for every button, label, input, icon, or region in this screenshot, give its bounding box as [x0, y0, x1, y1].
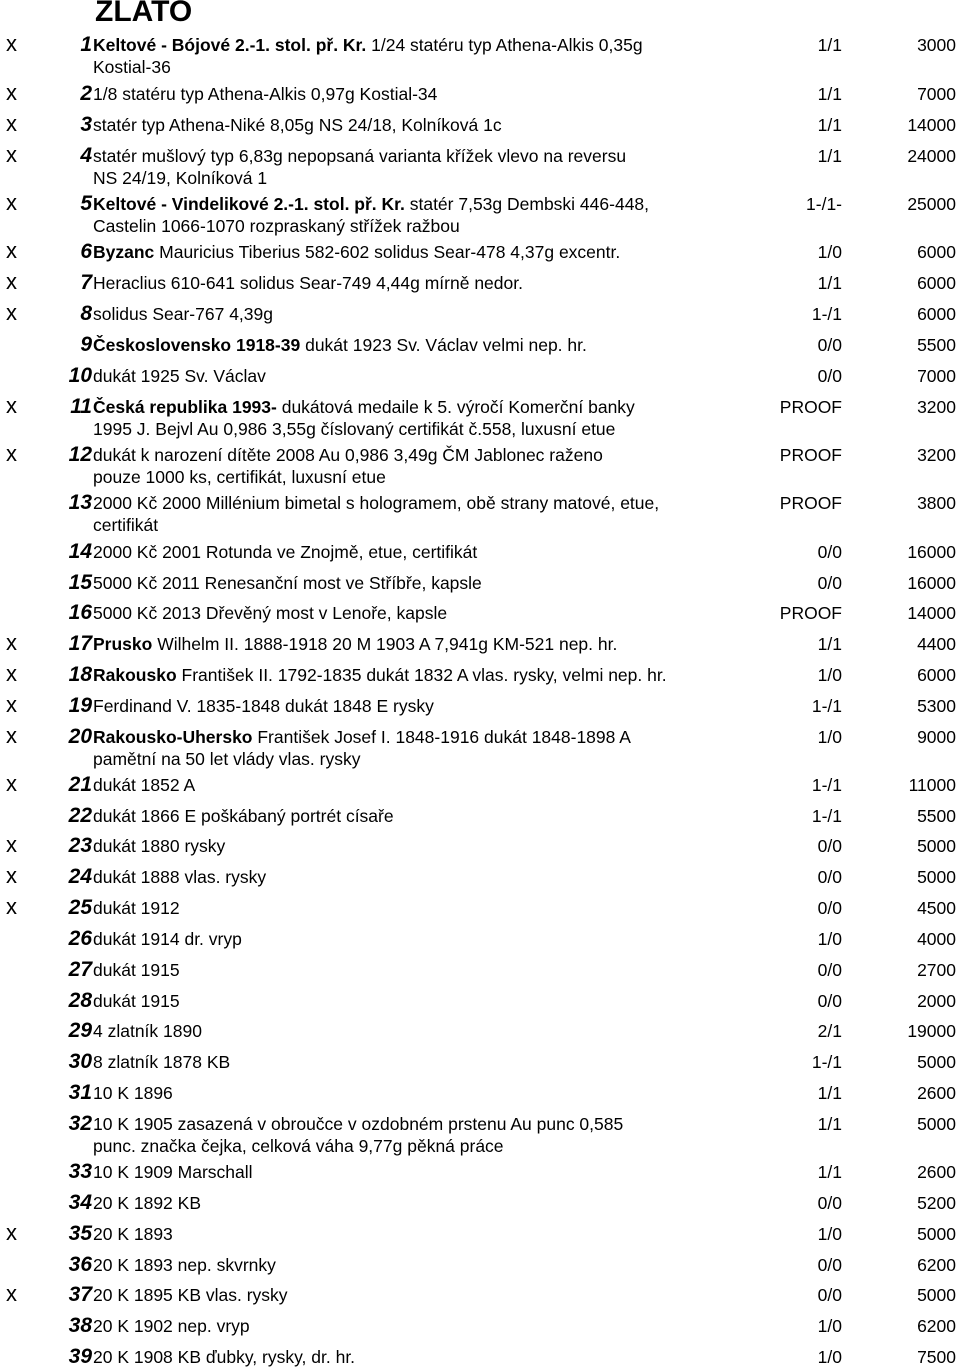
lot-description [93, 1284, 773, 1306]
lot-description [93, 334, 773, 356]
price: 3200 [917, 397, 956, 417]
lot-description [93, 492, 773, 536]
description-text: dukát 1852 A [93, 775, 196, 795]
lot-description [93, 633, 773, 655]
description-text: 20 K 1908 KB ďubky, rysky, dr. hr. [93, 1347, 356, 1367]
sold-mark: x [6, 300, 17, 325]
lot-description [93, 193, 773, 237]
lot-description [93, 1315, 773, 1337]
description-line-1 [93, 241, 773, 263]
description-text: solidus Sear-767 4,39g [93, 304, 273, 324]
description-text: dukát 1888 vlas. rysky [93, 867, 267, 887]
price: 9000 [917, 727, 956, 747]
lot-description [93, 1051, 773, 1073]
lot-number: 1 [80, 33, 92, 56]
lot-description [93, 928, 773, 950]
section-heading: Prusko [93, 634, 153, 654]
lot-description [93, 1020, 773, 1042]
price: 2600 [917, 1083, 956, 1103]
description-line-2: Kostial-36 [93, 57, 171, 77]
description-line-1 [93, 114, 773, 136]
lot-description [93, 303, 773, 325]
lot-description [93, 897, 773, 919]
description-text: 1/8 statéru typ Athena-Alkis 0,97g Kostial-34 [93, 84, 438, 104]
description-text: dukát k narození dítěte 2008 Au 0,986 3,49g ČM Jablonec raženo [93, 445, 603, 465]
price: 7000 [917, 366, 956, 386]
description-text: dukát 1915 [93, 960, 180, 980]
lot-description [93, 34, 773, 78]
description-line-1 [93, 492, 773, 514]
lot-number: 21 [68, 773, 92, 796]
grade: 0/0 [817, 335, 842, 355]
price: 16000 [907, 542, 956, 562]
price: 7000 [917, 84, 956, 104]
lot-number: 19 [68, 694, 92, 717]
sold-mark: x [6, 692, 17, 717]
description-line-1 [93, 835, 773, 857]
grade: 1/0 [817, 1224, 842, 1244]
lot-description [93, 1192, 773, 1214]
section-heading: Československo 1918-39 [93, 335, 301, 355]
lot-description [93, 114, 773, 136]
lot-description [93, 695, 773, 717]
lot-description [93, 726, 773, 770]
lot-description [93, 664, 773, 686]
grade: 1/0 [817, 929, 842, 949]
lot-description [93, 1346, 773, 1368]
price: 3000 [917, 35, 956, 55]
sold-mark: x [6, 661, 17, 686]
lot-number: 2 [80, 82, 92, 105]
sold-mark: x [6, 111, 17, 136]
lot-description [93, 241, 773, 263]
section-heading: Rakousko [93, 665, 177, 685]
lot-description [93, 83, 773, 105]
description-line-1 [93, 303, 773, 325]
description-line-1 [93, 866, 773, 888]
price: 6000 [917, 273, 956, 293]
sold-mark: x [6, 863, 17, 888]
description-line-2: NS 24/19, Kolníková 1 [93, 168, 268, 188]
lot-number: 7 [80, 271, 92, 294]
grade: 1/0 [817, 727, 842, 747]
grade: 0/0 [817, 1255, 842, 1275]
description-line-1 [93, 897, 773, 919]
lot-number: 4 [80, 144, 92, 167]
price: 5300 [917, 696, 956, 716]
price: 3800 [917, 493, 956, 513]
price: 4400 [917, 634, 956, 654]
lot-description [93, 602, 773, 624]
description-text: 10 K 1909 Marschall [93, 1162, 253, 1182]
lot-number: 10 [68, 364, 92, 387]
grade: 0/0 [817, 366, 842, 386]
grade: 1/1 [817, 146, 842, 166]
lot-number: 5 [80, 192, 92, 215]
lot-number: 25 [68, 896, 92, 919]
lot-number: 9 [80, 333, 92, 356]
description-text: statér typ Athena-Niké 8,05g NS 24/18, Kolníková 1c [93, 115, 502, 135]
description-text: dukátová medaile k 5. výročí Komerční banky [276, 397, 635, 417]
grade: 1-/1 [811, 775, 842, 795]
description-text: František II. 1792-1835 dukát 1832 A vlas. rysky, velmi nep. hr. [176, 665, 667, 685]
price: 6200 [917, 1316, 956, 1336]
lot-description [93, 444, 773, 488]
sold-mark: x [6, 31, 17, 56]
description-line-1 [93, 365, 773, 387]
description-text: 20 K 1893 nep. skvrnky [93, 1255, 276, 1275]
price: 6000 [917, 304, 956, 324]
section-heading: Keltové - Vindelikové 2.-1. stol. př. Kr. [93, 194, 405, 214]
description-line-1 [93, 572, 773, 594]
sold-mark: x [6, 190, 17, 215]
description-text: Ferdinand V. 1835-1848 dukát 1848 E rysky [93, 696, 434, 716]
lot-description [93, 959, 773, 981]
sold-mark: x [6, 393, 17, 418]
grade: 0/0 [817, 573, 842, 593]
lot-number: 34 [68, 1191, 92, 1214]
description-line-1 [93, 145, 773, 167]
lot-number: 8 [80, 302, 92, 325]
description-line-1 [93, 34, 773, 56]
description-line-1 [93, 1192, 773, 1214]
grade: PROOF [779, 493, 842, 513]
description-text: František Josef I. 1848-1916 dukát 1848-1898 A [252, 727, 631, 747]
sold-mark: x [6, 1281, 17, 1306]
description-line-2: pamětní na 50 let vlády vlas. rysky [93, 749, 361, 769]
lot-description [93, 774, 773, 796]
lot-number: 3 [80, 113, 92, 136]
lot-number: 16 [68, 601, 92, 624]
grade: 1/0 [817, 1347, 842, 1367]
price: 19000 [907, 1021, 956, 1041]
sold-mark: x [6, 832, 17, 857]
section-heading: Byzanc [93, 242, 155, 262]
description-text: dukát 1912 [93, 898, 180, 918]
price: 6000 [917, 665, 956, 685]
description-line-1 [93, 1284, 773, 1306]
grade: 1/0 [817, 242, 842, 262]
description-line-1 [93, 990, 773, 1012]
lot-number: 32 [68, 1112, 92, 1135]
description-line-1 [93, 1113, 773, 1135]
price: 16000 [907, 573, 956, 593]
lot-description [93, 866, 773, 888]
lot-description [93, 1082, 773, 1104]
description-line-1 [93, 695, 773, 717]
grade: 1/0 [817, 1316, 842, 1336]
description-line-2: pouze 1000 ks, certifikát, luxusní etue [93, 467, 386, 487]
description-text: Heraclius 610-641 solidus Sear-749 4,44g mírně nedor. [93, 273, 523, 293]
grade: 0/0 [817, 867, 842, 887]
lot-number: 33 [68, 1160, 92, 1183]
lot-number: 35 [68, 1222, 92, 1245]
lot-number: 37 [68, 1283, 92, 1306]
price: 6200 [917, 1255, 956, 1275]
sold-mark: x [6, 441, 17, 466]
price: 2600 [917, 1162, 956, 1182]
description-line-1 [93, 774, 773, 796]
lot-number: 12 [68, 443, 92, 466]
grade: 1-/1 [811, 806, 842, 826]
price: 5000 [917, 1285, 956, 1305]
price: 4500 [917, 898, 956, 918]
grade: 1/1 [817, 1114, 842, 1134]
grade: PROOF [779, 603, 842, 623]
description-text: dukát 1923 Sv. Václav velmi nep. hr. [300, 335, 587, 355]
lot-number: 28 [68, 989, 92, 1012]
lot-number: 24 [68, 865, 92, 888]
lot-number: 17 [68, 632, 92, 655]
description-text: 20 K 1902 nep. vryp [93, 1316, 250, 1336]
description-text: dukát 1866 E poškábaný portrét císaře [93, 806, 394, 826]
description-line-1 [93, 193, 773, 215]
description-text: 5000 Kč 2013 Dřevěný most v Lenoře, kapsle [93, 603, 448, 623]
lot-number: 11 [70, 395, 92, 418]
sold-mark: x [6, 723, 17, 748]
section-heading: Česká republika 1993- [93, 397, 277, 417]
description-line-1 [93, 1161, 773, 1183]
description-text: 2000 Kč 2000 Millénium bimetal s hologramem, obě strany matové, etue, [93, 493, 660, 513]
section-heading: Keltové - Bójové 2.-1. stol. př. Kr. [93, 35, 367, 55]
price: 3200 [917, 445, 956, 465]
price: 5000 [917, 1224, 956, 1244]
lot-number: 14 [68, 540, 92, 563]
grade: 1/1 [817, 1162, 842, 1182]
description-text: 20 K 1895 KB vlas. rysky [93, 1285, 288, 1305]
section-heading: Rakousko-Uhersko [93, 727, 253, 747]
lot-number: 15 [68, 571, 92, 594]
description-text: 20 K 1893 [93, 1224, 173, 1244]
sold-mark: x [6, 630, 17, 655]
grade: 0/0 [817, 960, 842, 980]
grade: PROOF [779, 397, 842, 417]
price: 5000 [917, 1114, 956, 1134]
grade: 1-/1 [811, 696, 842, 716]
price: 14000 [907, 115, 956, 135]
description-line-1 [93, 1223, 773, 1245]
description-text: 1/24 statéru typ Athena-Alkis 0,35g [366, 35, 643, 55]
lot-description [93, 145, 773, 189]
description-line-1 [93, 959, 773, 981]
lot-number: 29 [68, 1019, 92, 1042]
description-line-1 [93, 541, 773, 563]
grade: 0/0 [817, 1285, 842, 1305]
description-text: dukát 1880 rysky [93, 836, 226, 856]
price: 4000 [917, 929, 956, 949]
price: 5500 [917, 335, 956, 355]
price: 7500 [917, 1347, 956, 1367]
description-text: 2000 Kč 2001 Rotunda ve Znojmě, etue, certifikát [93, 542, 478, 562]
lot-description [93, 1113, 773, 1157]
price: 11000 [908, 775, 956, 795]
lot-description [93, 1161, 773, 1183]
description-text: 10 K 1905 zasazená v obroučce v ozdobném prstenu Au punc 0,585 [93, 1114, 624, 1134]
description-text: dukát 1914 dr. vryp [93, 929, 242, 949]
description-text: 4 zlatník 1890 [93, 1021, 202, 1041]
lot-number: 20 [68, 725, 92, 748]
description-line-2: punc. značka čejka, celková váha 9,77g pěkná práce [93, 1136, 504, 1156]
price: 5500 [917, 806, 956, 826]
grade: 0/0 [817, 898, 842, 918]
price: 5000 [917, 867, 956, 887]
price: 25000 [907, 194, 956, 214]
grade: 0/0 [817, 991, 842, 1011]
description-text: dukát 1925 Sv. Václav [93, 366, 266, 386]
description-text: dukát 1915 [93, 991, 180, 1011]
lot-number: 39 [68, 1345, 92, 1368]
description-text: statér mušlový typ 6,83g nepopsaná varianta křížek vlevo na reversu [93, 146, 627, 166]
price: 24000 [907, 146, 956, 166]
lot-description [93, 1223, 773, 1245]
lot-number: 23 [68, 834, 92, 857]
lot-number: 31 [68, 1081, 92, 1104]
sold-mark: x [6, 238, 17, 263]
sold-mark: x [6, 1220, 17, 1245]
description-text: 8 zlatník 1878 KB [93, 1052, 231, 1072]
lot-description [93, 572, 773, 594]
description-text: statér 7,53g Dembski 446-448, [404, 194, 650, 214]
description-line-1 [93, 272, 773, 294]
grade: 1/1 [817, 1083, 842, 1103]
lot-description [93, 990, 773, 1012]
description-line-1 [93, 444, 773, 466]
description-line-2: Castelin 1066-1070 rozpraskaný střížek ražbou [93, 216, 460, 236]
description-line-1 [93, 633, 773, 655]
lot-number: 22 [68, 804, 92, 827]
lot-description [93, 365, 773, 387]
lot-description [93, 541, 773, 563]
grade: 1/1 [817, 35, 842, 55]
grade: 0/0 [817, 836, 842, 856]
description-line-1 [93, 1254, 773, 1276]
description-line-1 [93, 396, 773, 418]
price: 6000 [917, 242, 956, 262]
lot-number: 30 [68, 1050, 92, 1073]
grade: 1/0 [817, 665, 842, 685]
price: 14000 [907, 603, 956, 623]
description-line-1 [93, 83, 773, 105]
lot-number: 36 [68, 1253, 92, 1276]
lot-description [93, 272, 773, 294]
description-line-1 [93, 602, 773, 624]
sold-mark: x [6, 771, 17, 796]
sold-mark: x [6, 80, 17, 105]
grade: 1/1 [817, 84, 842, 104]
description-line-1 [93, 334, 773, 356]
grade: 1-/1 [811, 304, 842, 324]
grade: 1/1 [817, 273, 842, 293]
description-line-1 [93, 726, 773, 748]
grade: 1/1 [817, 115, 842, 135]
lot-number: 26 [68, 927, 92, 950]
description-text: 20 K 1892 KB [93, 1193, 201, 1213]
description-line-1 [93, 1051, 773, 1073]
description-line-1 [93, 1315, 773, 1337]
lot-description [93, 396, 773, 440]
lot-description [93, 1254, 773, 1276]
description-line-2: 1995 J. Bejvl Au 0,986 3,55g číslovaný certifikát č.558, luxusní etue [93, 419, 616, 439]
description-line-1 [93, 1082, 773, 1104]
grade: 1-/1 [811, 1052, 842, 1072]
description-line-1 [93, 1020, 773, 1042]
lot-number: 38 [68, 1314, 92, 1337]
grade: 1/1 [817, 634, 842, 654]
description-line-1 [93, 928, 773, 950]
description-line-1 [93, 805, 773, 827]
grade: 0/0 [817, 542, 842, 562]
description-text: Mauricius Tiberius 582-602 solidus Sear-478 4,37g excentr. [154, 242, 621, 262]
description-line-2: certifikát [93, 515, 159, 535]
sold-mark: x [6, 269, 17, 294]
grade: 0/0 [817, 1193, 842, 1213]
description-line-1 [93, 1346, 773, 1368]
grade: 2/1 [817, 1021, 842, 1041]
lot-description [93, 805, 773, 827]
grade: PROOF [779, 445, 842, 465]
description-line-1 [93, 664, 773, 686]
price: 2000 [917, 991, 956, 1011]
lot-description [93, 835, 773, 857]
price: 5200 [917, 1193, 956, 1213]
lot-number: 13 [68, 491, 92, 514]
grade: 1-/1- [806, 194, 842, 214]
page-title: ZLATO [95, 0, 193, 28]
price: 5000 [917, 836, 956, 856]
price: 2700 [917, 960, 956, 980]
description-text: Wilhelm II. 1888-1918 20 M 1903 A 7,941g KM-521 nep. hr. [152, 634, 618, 654]
price: 5000 [917, 1052, 956, 1072]
lot-number: 6 [80, 240, 92, 263]
sold-mark: x [6, 894, 17, 919]
sold-mark: x [6, 142, 17, 167]
description-text: 10 K 1896 [93, 1083, 173, 1103]
lot-number: 27 [68, 958, 92, 981]
lot-number: 18 [68, 663, 92, 686]
description-text: 5000 Kč 2011 Renesanční most ve Stříbře, kapsle [93, 573, 482, 593]
